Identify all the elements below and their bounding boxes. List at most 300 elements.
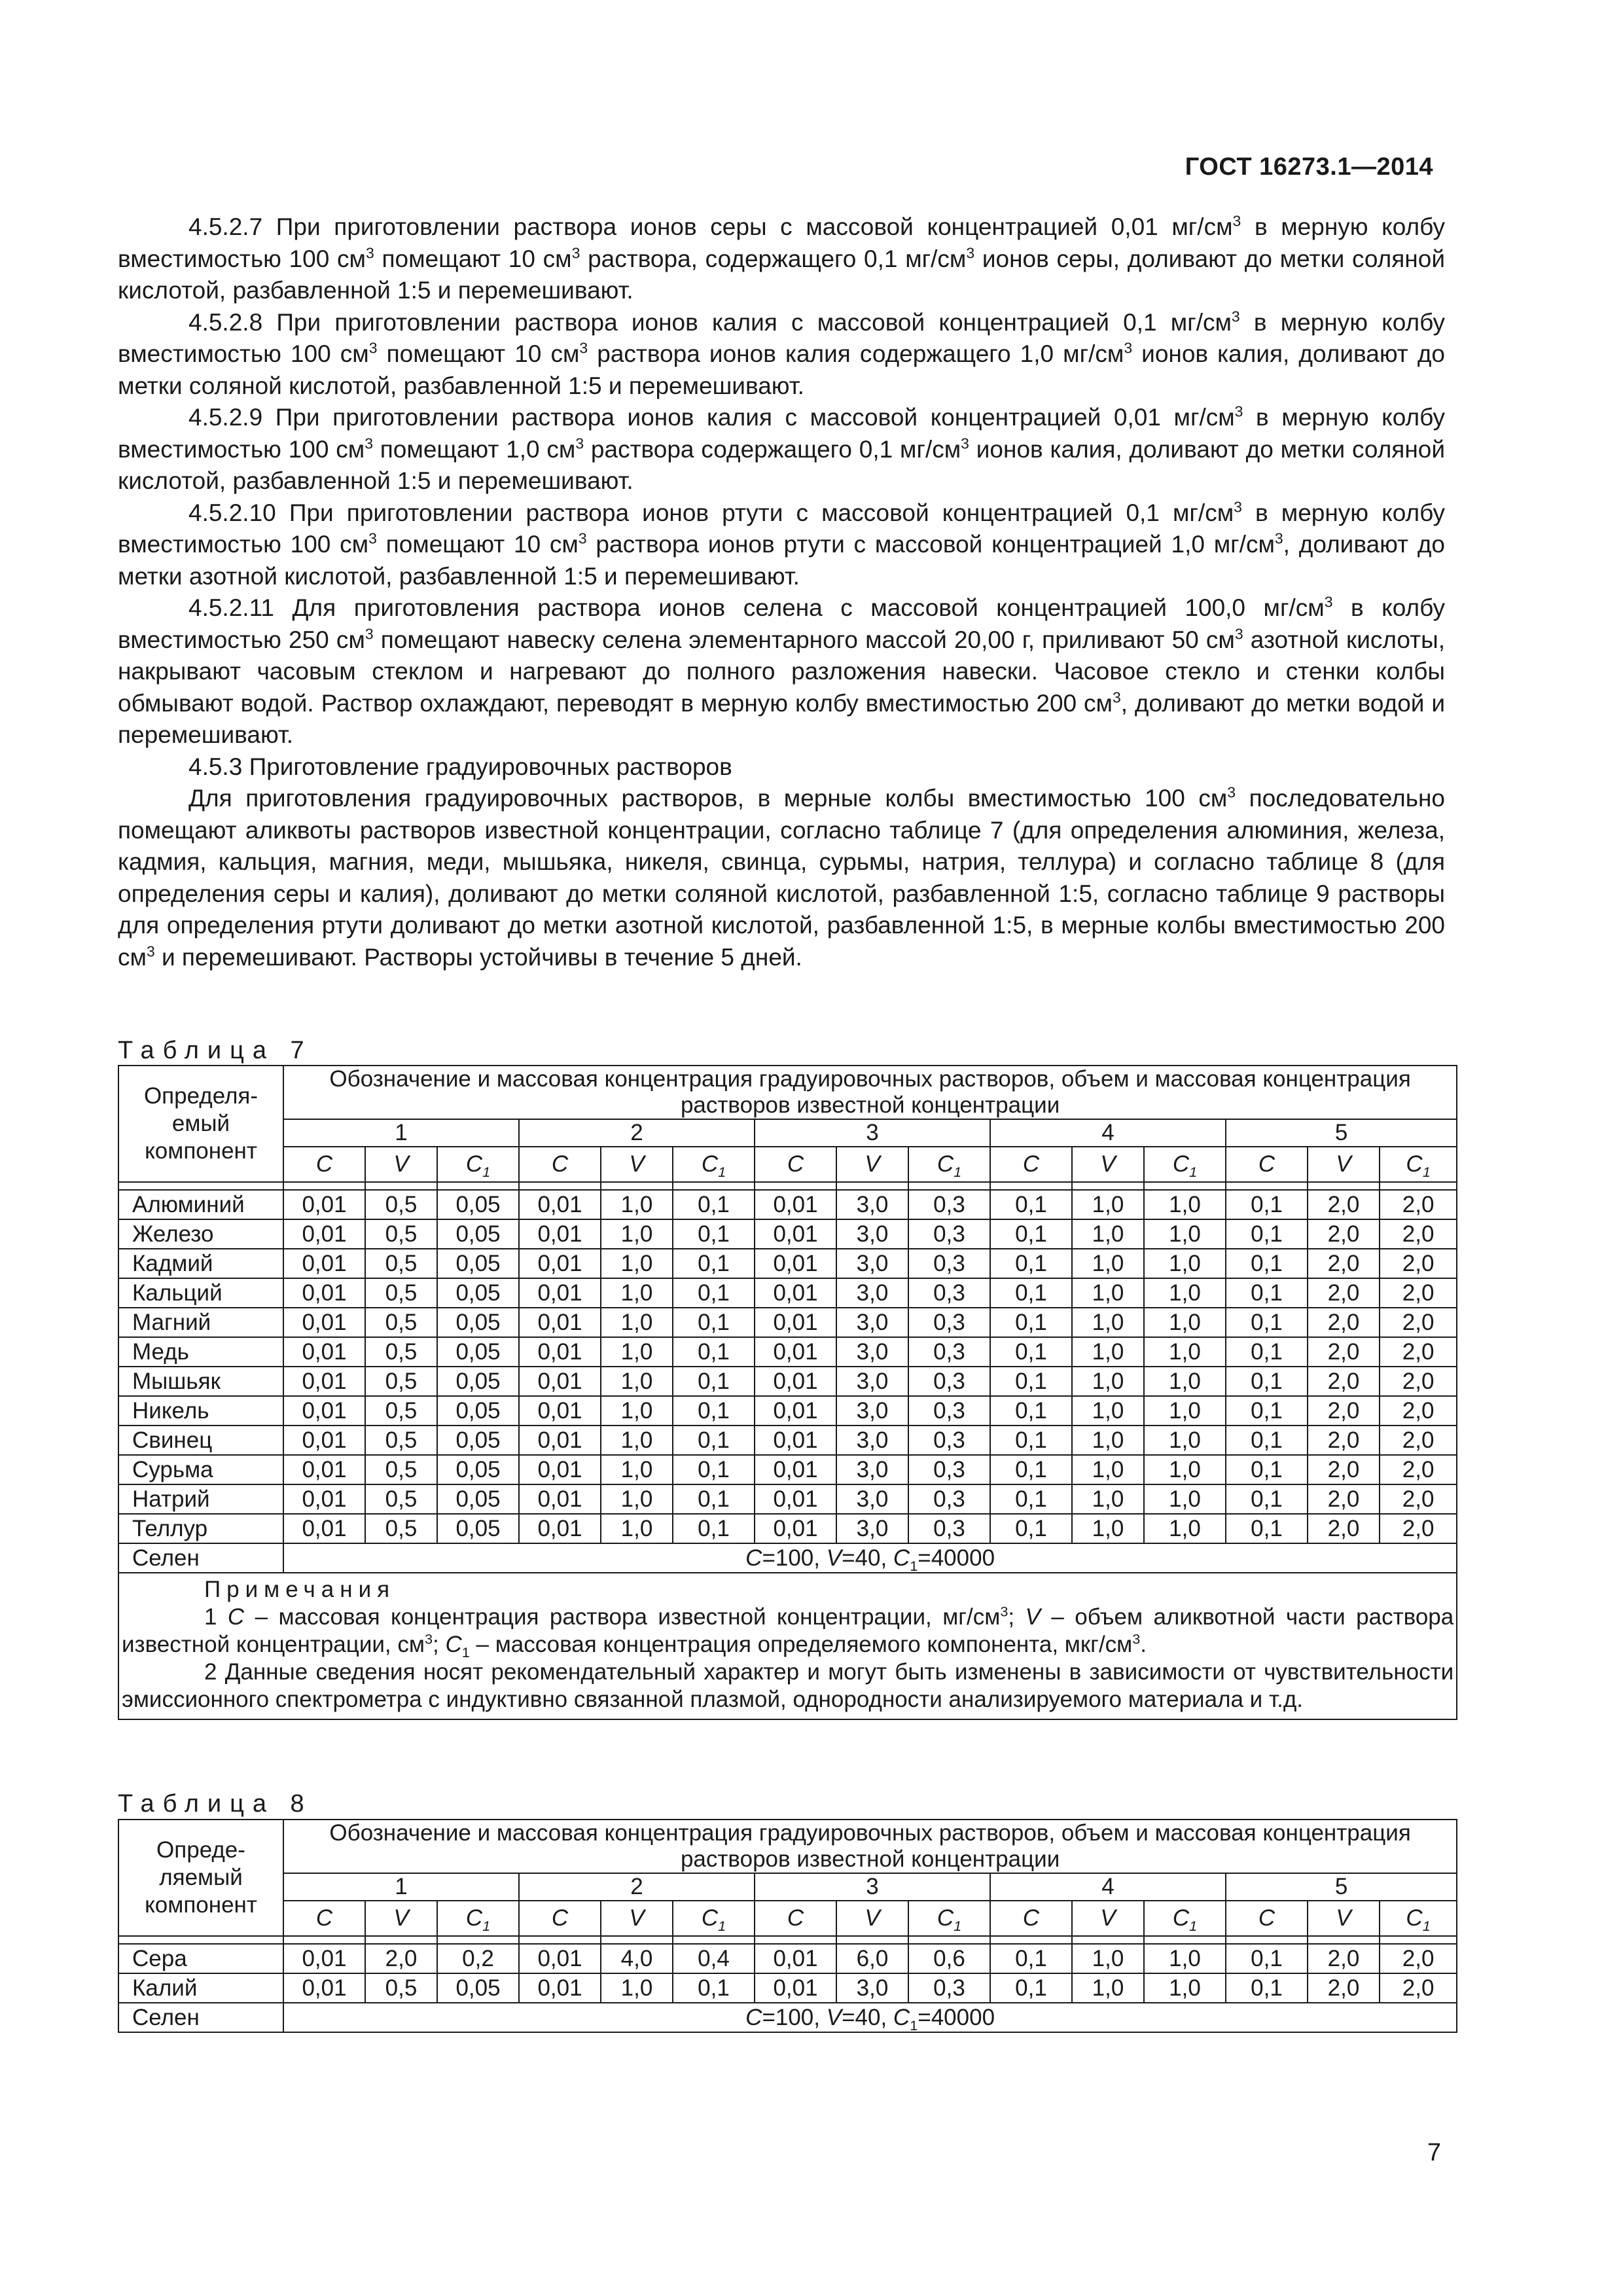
- value-cell: 0,01: [519, 1367, 601, 1396]
- value-cell: 0,3: [908, 1249, 990, 1278]
- table-row: [118, 1337, 1457, 1367]
- value-cell: 1,0: [1072, 1514, 1144, 1543]
- symbol-header: V: [1072, 1147, 1144, 1182]
- symbol-header: C: [283, 1147, 365, 1182]
- value-cell: 0,01: [755, 1455, 836, 1484]
- group-number: 4: [990, 1119, 1226, 1147]
- value-cell: 0,1: [673, 1219, 755, 1249]
- value-cell: 2,0: [1308, 1190, 1380, 1219]
- component-name: Алюминий: [118, 1190, 283, 1219]
- table-8: [118, 1819, 1457, 2033]
- symbol-header: $C_1$: [673, 1147, 755, 1182]
- value-cell: 2,0: [1380, 1278, 1457, 1308]
- value-cell: 0,5: [365, 1514, 437, 1543]
- value-cell: 0,1: [1226, 1514, 1308, 1543]
- value-cell: 2,0: [1308, 1367, 1380, 1396]
- value-cell: 1,0: [1144, 1367, 1226, 1396]
- value-cell: 3,0: [836, 1426, 908, 1455]
- symbol-header: C: [519, 1901, 601, 1936]
- group-header: Обозначение и массовая концентрация градуировочных растворов, объем и массовая концентрация растворов известной концентрации: [283, 1066, 1457, 1119]
- subheader-row: [118, 1901, 1457, 1936]
- value-cell: 0,1: [1226, 1396, 1308, 1426]
- value-cell: 0,01: [755, 1484, 836, 1514]
- value-cell: 3,0: [836, 1455, 908, 1484]
- group-number: 2: [519, 1873, 755, 1901]
- value-cell: 0,1: [990, 1484, 1072, 1514]
- value-cell: 2,0: [1380, 1249, 1457, 1278]
- value-cell: 0,1: [990, 1426, 1072, 1455]
- value-cell: 0,05: [437, 1219, 519, 1249]
- value-cell: 3,0: [836, 1973, 908, 2003]
- value-cell: 0,1: [990, 1337, 1072, 1367]
- value-cell: 1,0: [1072, 1944, 1144, 1973]
- value-cell: 3,0: [836, 1337, 908, 1367]
- value-cell: 1,0: [1144, 1973, 1226, 2003]
- value-cell: 0,5: [365, 1455, 437, 1484]
- value-cell: 0,01: [519, 1514, 601, 1543]
- table-row: [118, 1249, 1457, 1278]
- symbol-header: $C_1$: [673, 1901, 755, 1936]
- value-cell: 0,01: [755, 1944, 836, 1973]
- value-cell: 0,1: [990, 1367, 1072, 1396]
- symbol-header: V: [1308, 1901, 1380, 1936]
- value-cell: 2,0: [1380, 1944, 1457, 1973]
- value-cell: 0,01: [519, 1426, 601, 1455]
- table-row: [118, 1426, 1457, 1455]
- group-number: 1: [283, 1873, 519, 1901]
- value-cell: 3,0: [836, 1396, 908, 1426]
- value-cell: 0,01: [755, 1337, 836, 1367]
- paragraph: 4.5.2.9 При приготовлении раствора ионов калия с массовой концентрацией 0,01 $мг/см^3$ в мерную колбу вместимостью 100 $см^3$ помещают 1,0 $см^3$ раствора содержащего 0,1 $мг/см^3$ ионов калия, доливают до метки соляной кислотой, разбавленной 1:5 и перемешивают.: [118, 403, 1445, 494]
- symbol-header: $C_1$: [908, 1147, 990, 1182]
- group-number: 2: [519, 1119, 755, 1147]
- group-number: 5: [1226, 1873, 1457, 1901]
- value-cell: 0,3: [908, 1514, 990, 1543]
- value-cell: 1,0: [1072, 1190, 1144, 1219]
- value-cell: 1,0: [601, 1396, 673, 1426]
- table-row: [118, 1396, 1457, 1426]
- value-cell: 0,01: [283, 1484, 365, 1514]
- symbol-header: C: [990, 1147, 1072, 1182]
- value-cell: 1,0: [1072, 1367, 1144, 1396]
- group-header: Обозначение и массовая концентрация градуировочных растворов, объем и массовая концентрация растворов известной концентрации: [283, 1820, 1457, 1873]
- value-cell: 1,0: [1144, 1944, 1226, 1973]
- value-cell: 1,0: [1072, 1455, 1144, 1484]
- value-cell: 0,05: [437, 1973, 519, 2003]
- value-cell: 0,05: [437, 1396, 519, 1426]
- value-cell: 0,01: [755, 1396, 836, 1426]
- table-7: [118, 1065, 1457, 1720]
- group-number: 1: [283, 1119, 519, 1147]
- component-name: Калий: [118, 1973, 283, 2003]
- value-cell: 0,1: [1226, 1308, 1308, 1337]
- symbol-header: $C_1$: [437, 1901, 519, 1936]
- value-cell: 0,05: [437, 1249, 519, 1278]
- value-cell: 0,5: [365, 1219, 437, 1249]
- group-number-row: [118, 1119, 1457, 1147]
- value-cell: 0,01: [519, 1944, 601, 1973]
- value-cell: 1,0: [1144, 1190, 1226, 1219]
- value-cell: 0,01: [519, 1973, 601, 2003]
- value-cell: 0,01: [283, 1249, 365, 1278]
- symbol-header: C: [990, 1901, 1072, 1936]
- value-cell: 0,01: [519, 1337, 601, 1367]
- value-cell: 0,1: [1226, 1278, 1308, 1308]
- group-number: 4: [990, 1873, 1226, 1901]
- value-cell: 0,01: [519, 1455, 601, 1484]
- value-cell: 1,0: [1144, 1484, 1226, 1514]
- value-cell: 0,01: [519, 1219, 601, 1249]
- notes-row: [118, 1573, 1457, 1719]
- value-cell: 0,3: [908, 1455, 990, 1484]
- value-cell: 0,1: [1226, 1367, 1308, 1396]
- value-cell: 1,0: [601, 1484, 673, 1514]
- value-cell: 0,01: [283, 1190, 365, 1219]
- value-cell: 0,01: [755, 1367, 836, 1396]
- value-cell: 0,01: [755, 1219, 836, 1249]
- symbol-header: V: [601, 1901, 673, 1936]
- value-cell: 0,1: [990, 1514, 1072, 1543]
- value-cell: 0,5: [365, 1484, 437, 1514]
- value-cell: 1,0: [601, 1455, 673, 1484]
- value-cell: 1,0: [601, 1426, 673, 1455]
- component-name: Сурьма: [118, 1455, 283, 1484]
- value-cell: 2,0: [1308, 1484, 1380, 1514]
- value-cell: 0,1: [673, 1396, 755, 1426]
- value-cell: 2,0: [1308, 1278, 1380, 1308]
- table-row: [118, 1367, 1457, 1396]
- symbol-header: C: [283, 1901, 365, 1936]
- value-cell: 2,0: [1380, 1367, 1457, 1396]
- value-cell: 0,01: [283, 1308, 365, 1337]
- component-column-header: Определя- емый компонент: [118, 1066, 283, 1182]
- value-cell: 0,5: [365, 1367, 437, 1396]
- value-cell: 1,0: [1144, 1396, 1226, 1426]
- value-cell: 0,5: [365, 1337, 437, 1367]
- symbol-header: C: [755, 1147, 836, 1182]
- value-cell: 1,0: [1072, 1337, 1144, 1367]
- page-number: 7: [1427, 2139, 1441, 2166]
- value-cell: 0,5: [365, 1249, 437, 1278]
- value-cell: 1,0: [1072, 1308, 1144, 1337]
- value-cell: 0,1: [1226, 1249, 1308, 1278]
- component-name: Селен: [118, 1543, 283, 1573]
- value-cell: 0,5: [365, 1396, 437, 1426]
- value-cell: 0,1: [1226, 1455, 1308, 1484]
- value-cell: 3,0: [836, 1308, 908, 1337]
- symbol-header: C: [519, 1147, 601, 1182]
- value-cell: 1,0: [1144, 1219, 1226, 1249]
- value-cell: 1,0: [1144, 1278, 1226, 1308]
- symbol-header: C: [1226, 1901, 1308, 1936]
- value-cell: 0,4: [673, 1944, 755, 1973]
- value-cell: 0,1: [1226, 1484, 1308, 1514]
- value-cell: 0,6: [908, 1944, 990, 1973]
- value-cell: 0,1: [1226, 1219, 1308, 1249]
- component-name: Железо: [118, 1219, 283, 1249]
- component-name: Теллур: [118, 1514, 283, 1543]
- value-cell: 0,05: [437, 1278, 519, 1308]
- value-cell: 1,0: [601, 1278, 673, 1308]
- table-7-caption: Таблица 7: [118, 1037, 313, 1064]
- value-cell: 1,0: [1144, 1308, 1226, 1337]
- value-cell: 2,0: [365, 1944, 437, 1973]
- symbol-header: $C_1$: [1380, 1901, 1457, 1936]
- value-cell: 2,0: [1308, 1514, 1380, 1543]
- value-cell: 3,0: [836, 1514, 908, 1543]
- value-cell: 2,0: [1380, 1484, 1457, 1514]
- component-name: Мышьяк: [118, 1367, 283, 1396]
- value-cell: 6,0: [836, 1944, 908, 1973]
- component-name: Медь: [118, 1337, 283, 1367]
- header-row: [118, 1066, 1457, 1119]
- table-row: [118, 1278, 1457, 1308]
- component-name: Сера: [118, 1944, 283, 1973]
- symbol-header: C: [755, 1901, 836, 1936]
- note-item: 1 C – массовая концентрация раствора известной концентрации, $мг/см^3$; V – объем аликвотной части раствора известной концентрации, $см^3$; $C_1$ – массовая концентрация определяемого компонента, мкг/$см^3$.: [122, 1603, 1454, 1660]
- component-column-header: Опреде- ляемый компонент: [118, 1820, 283, 1936]
- value-cell: 0,1: [1226, 1973, 1308, 2003]
- value-cell: 0,3: [908, 1308, 990, 1337]
- document-code: ГОСТ 16273.1—2014: [1185, 153, 1433, 181]
- group-number: 3: [755, 1873, 990, 1901]
- value-cell: 0,1: [673, 1308, 755, 1337]
- value-cell: 0,01: [755, 1190, 836, 1219]
- paragraph: 4.5.2.10 При приготовлении раствора ионов ртути с массовой концентрацией 0,1 $мг/см^3$ в мерную колбу вместимостью 100 $см^3$ помещают 10 $см^3$ раствора ионов ртути с массовой концентрацией 1,0 $мг/см^3$, доливают до метки азотной кислотой, разбавленной 1:5 и перемешивают.: [118, 498, 1445, 590]
- table-row: [118, 1514, 1457, 1543]
- value-cell: 0,5: [365, 1190, 437, 1219]
- value-cell: 3,0: [836, 1278, 908, 1308]
- symbol-header: V: [365, 1147, 437, 1182]
- value-cell: 0,5: [365, 1973, 437, 2003]
- value-cell: 1,0: [601, 1308, 673, 1337]
- value-cell: 0,3: [908, 1973, 990, 2003]
- value-cell: 0,1: [1226, 1190, 1308, 1219]
- value-cell: 0,1: [673, 1426, 755, 1455]
- table-row: [118, 1308, 1457, 1337]
- value-cell: 0,01: [755, 1514, 836, 1543]
- table-row: [118, 1190, 1457, 1219]
- symbol-header: V: [1072, 1901, 1144, 1936]
- selenium-row: [118, 1543, 1457, 1573]
- value-cell: 2,0: [1380, 1190, 1457, 1219]
- value-cell: 0,05: [437, 1308, 519, 1337]
- component-name: Селен: [118, 2003, 283, 2032]
- value-cell: 0,01: [755, 1308, 836, 1337]
- value-cell: 1,0: [1144, 1455, 1226, 1484]
- value-cell: 1,0: [1072, 1484, 1144, 1514]
- value-cell: 3,0: [836, 1219, 908, 1249]
- value-cell: 3,0: [836, 1484, 908, 1514]
- component-name: Кальций: [118, 1278, 283, 1308]
- value-cell: 0,05: [437, 1337, 519, 1367]
- symbol-header: V: [1308, 1147, 1380, 1182]
- component-name: Свинец: [118, 1426, 283, 1455]
- value-cell: 1,0: [601, 1367, 673, 1396]
- value-cell: 0,1: [1226, 1944, 1308, 1973]
- value-cell: 0,01: [283, 1944, 365, 1973]
- value-cell: 1,0: [601, 1190, 673, 1219]
- value-cell: 0,1: [673, 1973, 755, 2003]
- symbol-header: $C_1$: [908, 1901, 990, 1936]
- value-cell: 0,01: [755, 1249, 836, 1278]
- value-cell: 1,0: [601, 1219, 673, 1249]
- value-cell: 1,0: [1144, 1426, 1226, 1455]
- value-cell: 1,0: [1144, 1337, 1226, 1367]
- selenium-values: C=100, V=40, $C_1=40000$: [283, 2003, 1457, 2032]
- value-cell: 0,1: [673, 1367, 755, 1396]
- value-cell: 0,1: [990, 1944, 1072, 1973]
- body-text: [118, 211, 1445, 973]
- table-row: [118, 1484, 1457, 1514]
- value-cell: 0,01: [283, 1396, 365, 1426]
- selenium-row: [118, 2003, 1457, 2032]
- value-cell: 0,05: [437, 1514, 519, 1543]
- value-cell: 1,0: [1072, 1973, 1144, 2003]
- value-cell: 2,0: [1308, 1219, 1380, 1249]
- selenium-values: C=100, V=40, $C_1=40000$: [283, 1543, 1457, 1573]
- symbol-header: V: [365, 1901, 437, 1936]
- symbol-header: $C_1$: [437, 1147, 519, 1182]
- value-cell: 1,0: [1072, 1278, 1144, 1308]
- subheader-row: [118, 1147, 1457, 1182]
- value-cell: 0,01: [519, 1484, 601, 1514]
- table-notes: [118, 1573, 1457, 1719]
- value-cell: 3,0: [836, 1190, 908, 1219]
- value-cell: 2,0: [1380, 1308, 1457, 1337]
- value-cell: 1,0: [601, 1514, 673, 1543]
- value-cell: 0,1: [673, 1455, 755, 1484]
- value-cell: 2,0: [1308, 1249, 1380, 1278]
- value-cell: 1,0: [1072, 1219, 1144, 1249]
- value-cell: 0,01: [755, 1426, 836, 1455]
- value-cell: 0,1: [673, 1484, 755, 1514]
- value-cell: 0,01: [283, 1219, 365, 1249]
- value-cell: 2,0: [1380, 1514, 1457, 1543]
- value-cell: 0,3: [908, 1396, 990, 1426]
- component-name: Кадмий: [118, 1249, 283, 1278]
- value-cell: 0,3: [908, 1367, 990, 1396]
- symbol-header: $C_1$: [1144, 1901, 1226, 1936]
- value-cell: 1,0: [601, 1249, 673, 1278]
- value-cell: 0,1: [990, 1190, 1072, 1219]
- value-cell: 3,0: [836, 1367, 908, 1396]
- value-cell: 0,1: [990, 1455, 1072, 1484]
- symbol-header: C: [1226, 1147, 1308, 1182]
- table-8-caption: Таблица 8: [118, 1790, 313, 1818]
- value-cell: 0,1: [990, 1219, 1072, 1249]
- value-cell: 0,01: [283, 1455, 365, 1484]
- value-cell: 1,0: [601, 1973, 673, 2003]
- value-cell: 0,1: [673, 1514, 755, 1543]
- value-cell: 0,01: [283, 1426, 365, 1455]
- value-cell: 2,0: [1308, 1973, 1380, 2003]
- value-cell: 0,01: [519, 1396, 601, 1426]
- value-cell: 1,0: [1144, 1249, 1226, 1278]
- symbol-header: V: [836, 1147, 908, 1182]
- value-cell: 0,3: [908, 1190, 990, 1219]
- value-cell: 0,1: [990, 1396, 1072, 1426]
- value-cell: 2,0: [1380, 1973, 1457, 2003]
- value-cell: 2,0: [1380, 1396, 1457, 1426]
- value-cell: 0,1: [990, 1308, 1072, 1337]
- value-cell: 0,3: [908, 1219, 990, 1249]
- value-cell: 0,5: [365, 1426, 437, 1455]
- component-name: Никель: [118, 1396, 283, 1426]
- value-cell: 2,0: [1380, 1426, 1457, 1455]
- table-row: [118, 1219, 1457, 1249]
- component-name: Магний: [118, 1308, 283, 1337]
- value-cell: 0,01: [283, 1278, 365, 1308]
- value-cell: 0,3: [908, 1337, 990, 1367]
- value-cell: 0,01: [519, 1249, 601, 1278]
- header-row: [118, 1820, 1457, 1873]
- group-number: 5: [1226, 1119, 1457, 1147]
- value-cell: 3,0: [836, 1249, 908, 1278]
- value-cell: 0,05: [437, 1190, 519, 1219]
- value-cell: 2,0: [1380, 1219, 1457, 1249]
- value-cell: 0,01: [519, 1190, 601, 1219]
- table-row: [118, 1455, 1457, 1484]
- value-cell: 0,01: [755, 1278, 836, 1308]
- value-cell: 2,0: [1308, 1308, 1380, 1337]
- value-cell: 2,0: [1380, 1455, 1457, 1484]
- table-row: [118, 1973, 1457, 2003]
- value-cell: 0,05: [437, 1426, 519, 1455]
- value-cell: 1,0: [1144, 1514, 1226, 1543]
- value-cell: 0,3: [908, 1426, 990, 1455]
- value-cell: 2,0: [1380, 1337, 1457, 1367]
- symbol-header: V: [601, 1147, 673, 1182]
- value-cell: 0,1: [990, 1973, 1072, 2003]
- value-cell: 4,0: [601, 1944, 673, 1973]
- component-name: Натрий: [118, 1484, 283, 1514]
- value-cell: 1,0: [1072, 1249, 1144, 1278]
- value-cell: 0,1: [1226, 1337, 1308, 1367]
- value-cell: 0,1: [673, 1249, 755, 1278]
- value-cell: 0,05: [437, 1484, 519, 1514]
- paragraph: 4.5.2.11 Для приготовления раствора ионов селена с массовой концентрацией 100,0 $мг/см^3$ в колбу вместимостью 250 $см^3$ помещают навеску селена элементарного массой 20,00 г, приливают 50 $см^3$ азотной кислоты, накрывают часовым стеклом и нагревают до полного разложения навески. Часовое стекло и стенки колбы обмывают водой. Раствор охлаждают, переводят в мерную колбу вместимостью 200 $см^3$, доливают до метки водой и перемешивают.: [118, 593, 1445, 748]
- value-cell: 0,01: [755, 1973, 836, 2003]
- symbol-header: $C_1$: [1144, 1147, 1226, 1182]
- value-cell: 0,01: [519, 1278, 601, 1308]
- value-cell: 0,1: [673, 1278, 755, 1308]
- value-cell: 0,1: [673, 1190, 755, 1219]
- value-cell: 0,1: [673, 1337, 755, 1367]
- value-cell: 0,3: [908, 1278, 990, 1308]
- value-cell: 0,05: [437, 1455, 519, 1484]
- value-cell: 0,05: [437, 1367, 519, 1396]
- value-cell: 0,01: [283, 1514, 365, 1543]
- value-cell: 0,01: [283, 1337, 365, 1367]
- paragraph: 4.5.2.7 При приготовлении раствора ионов серы с массовой концентрацией 0,01 $мг/см^3$ в мерную колбу вместимостью 100 $см^3$ помещают 10 $см^3$ раствора, содержащего 0,1 $мг/см^3$ ионов серы, доливают до метки соляной кислотой, разбавленной 1:5 и перемешивают.: [118, 212, 1446, 304]
- value-cell: 2,0: [1308, 1455, 1380, 1484]
- value-cell: 2,0: [1308, 1396, 1380, 1426]
- value-cell: 1,0: [601, 1337, 673, 1367]
- section-heading: 4.5.3 Приготовление градуировочных растворов: [188, 753, 732, 780]
- value-cell: 0,5: [365, 1278, 437, 1308]
- value-cell: 0,1: [1226, 1426, 1308, 1455]
- value-cell: 2,0: [1308, 1426, 1380, 1455]
- value-cell: 2,0: [1308, 1944, 1380, 1973]
- notes-title: Примечания: [204, 1577, 396, 1602]
- value-cell: 2,0: [1308, 1337, 1380, 1367]
- value-cell: 1,0: [1072, 1426, 1144, 1455]
- value-cell: 0,01: [283, 1367, 365, 1396]
- value-cell: 0,3: [908, 1484, 990, 1514]
- value-cell: 0,5: [365, 1308, 437, 1337]
- group-number: 3: [755, 1119, 990, 1147]
